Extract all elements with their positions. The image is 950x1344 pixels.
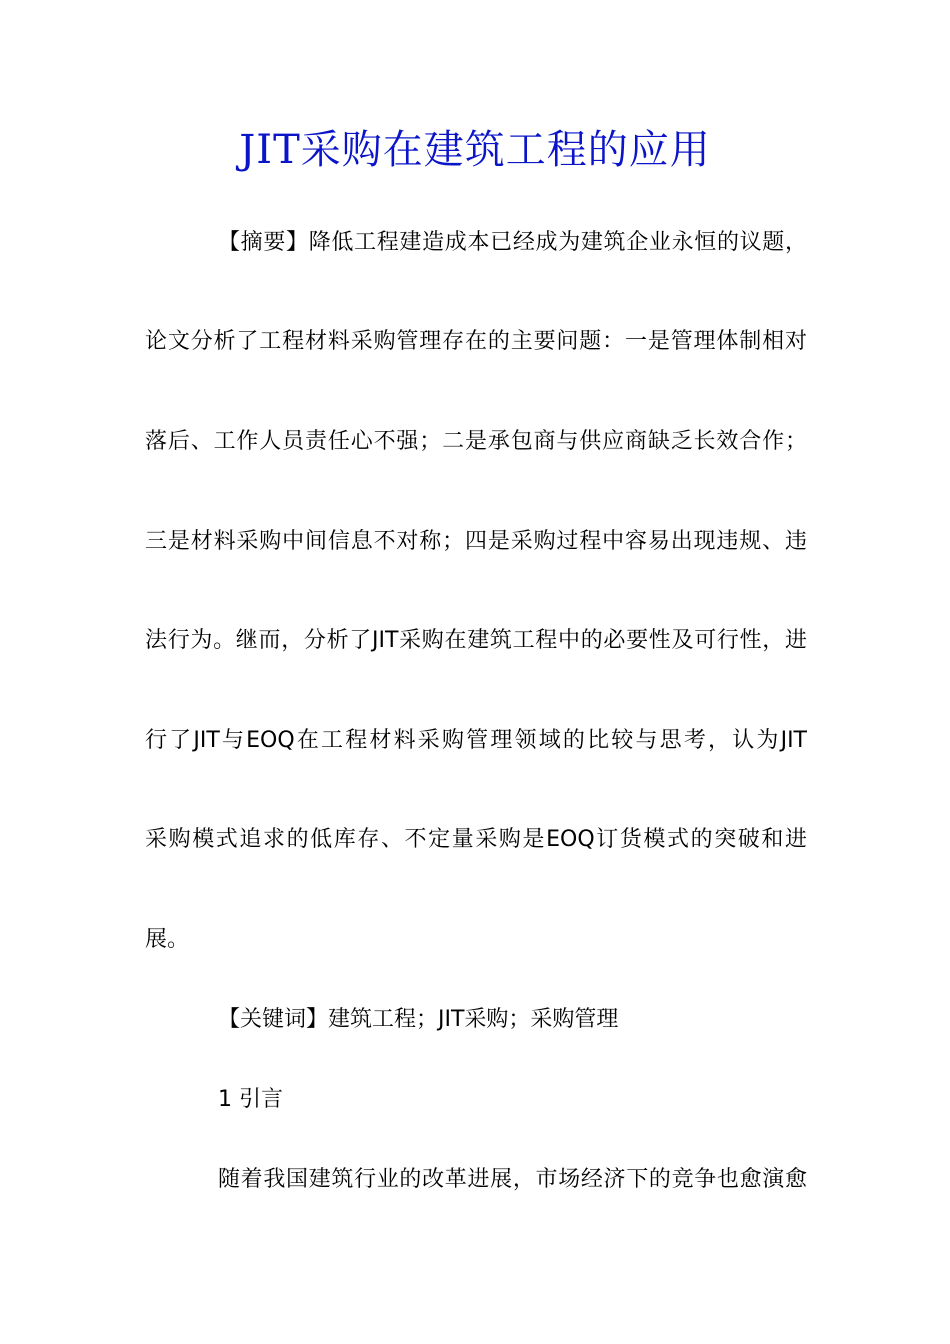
abstract-line: 展。 <box>145 927 190 952</box>
abstract-line: 行了JIT与EOQ在工程材料采购管理领域的比较与思考，认为JIT <box>145 728 807 753</box>
abstract-line: 落后、工作人员责任心不强；二是承包商与供应商缺乏长效合作； <box>145 429 807 454</box>
abstract-line: 采购模式追求的低库存、不定量采购是EOQ订货模式的突破和进 <box>145 827 807 852</box>
section-heading: 1 引言 <box>218 1087 283 1112</box>
abstract-line: 三是材料采购中间信息不对称；四是采购过程中容易出现违规、违 <box>145 529 807 554</box>
document-title: JIT采购在建筑工程的应用 <box>239 127 711 173</box>
abstract-line: 论文分析了工程材料采购管理存在的主要问题：一是管理体制相对 <box>145 329 807 354</box>
abstract-line: 法行为。继而，分析了JIT采购在建筑工程中的必要性及可行性，进 <box>145 628 807 653</box>
body-line: 随着我国建筑行业的改革进展，市场经济下的竞争也愈演愈 <box>218 1167 807 1192</box>
keywords-line: 【关键词】建筑工程；JIT采购；采购管理 <box>218 1007 619 1032</box>
abstract-line: 【摘要】降低工程建造成本已经成为建筑企业永恒的议题， <box>218 230 807 255</box>
